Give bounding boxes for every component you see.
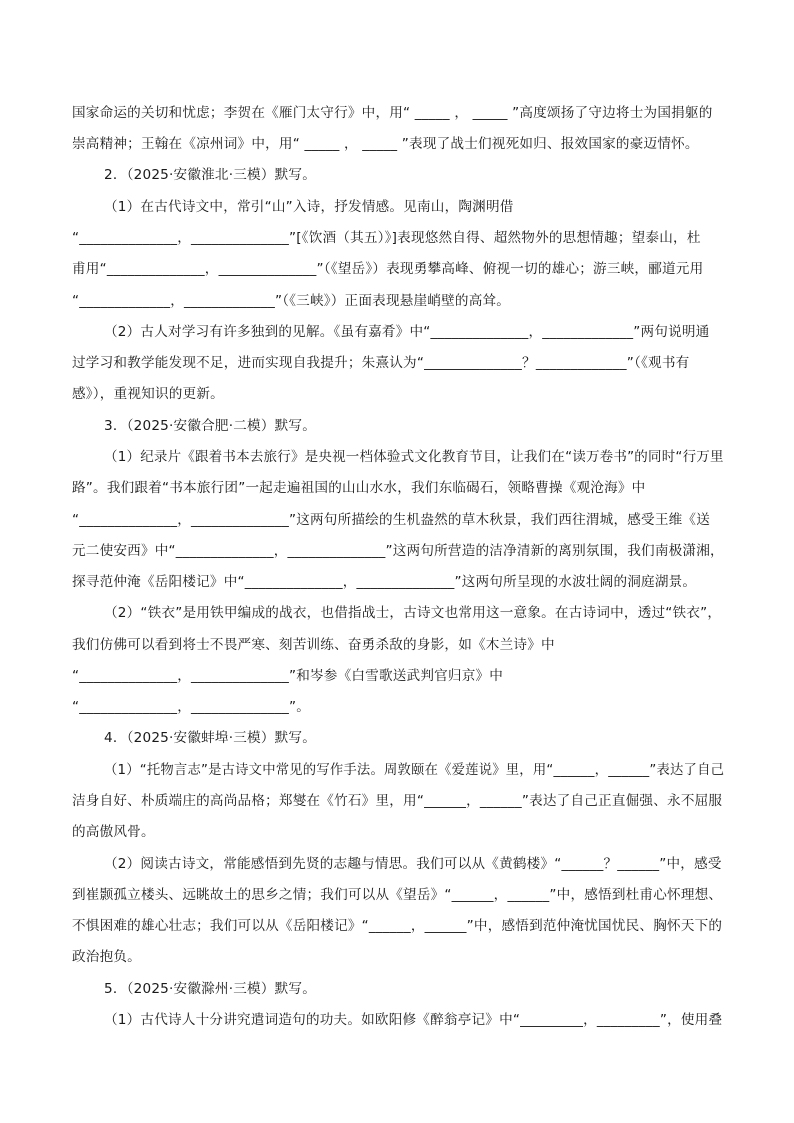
text-line: 我们仿佛可以看到将士不畏严寒、刻苦训练、奋勇杀敌的身影，如《木兰诗》中: [72, 637, 555, 653]
text-line: “______________，______________”这两句所描绘的生机盎然的草木秋景，我们西往渭城，感受王维《送: [72, 512, 711, 528]
text-line: 政治抱负。: [72, 949, 141, 965]
text-line: “_____________，_____________”（《三峡》）正面表现悬崖峭壁的高耸。: [72, 293, 511, 309]
text-line: 到崔颢孤立楼头、远眺故土的思乡之情；我们可以从《望岳》“______，______”中，感悟到杜甫心怀理想、: [72, 887, 723, 903]
text-line: 元二使安西》中“______________，______________”这两句所营造的洁净清新的离别氛围，我们南极潇湘，: [72, 543, 724, 559]
text-line: 崇高精神；王翰在《凉州词》中，用“ _____ ， _____ ”表现了战士们视死如归、报效国家的豪迈情怀。: [72, 136, 699, 152]
text-line: 路”。我们跟着“书本旅行团”一起走遍祖国的山山水水，我们东临碣石，领略曹操《观沧海》中: [72, 480, 646, 496]
question-heading: 4．（2025·安徽蚌埠·三模）默写。: [104, 730, 317, 746]
text-line: 不惧困难的雄心壮志；我们可以从《岳阳楼记》“______，______”中，感悟到范仲淹忧国忧民、胸怀天下的: [72, 918, 723, 934]
text-line: 洁身自好、朴质端庄的高尚品格；郑燮在《竹石》里，用“______，______”表达了自己正直倔强、永不屈服: [72, 793, 723, 809]
text-line: 过学习和教学能发现不足，进而实现自我提升；朱熹认为“______________？_____________”（《观书有: [72, 355, 690, 371]
text-line: （2）阅读古诗文，常能感悟到先贤的志趣与情思。我们可以从《黄鹤楼》“______？______”中，感受: [104, 856, 722, 872]
text-line: （2）古人对学习有许多独到的见解。《虽有嘉肴》中“______________，_____________”两句说明通: [104, 324, 710, 340]
text-line: （1）“托物言志”是古诗文中常见的写作手法。周敦颐在《爱莲说》里，用“______，______”表达了自己: [104, 762, 725, 778]
text-line: “______________，______________”[《饮酒（其五）》]表现悠然自得、超然物外的思想情趣；望泰山，杜: [72, 230, 701, 246]
text-line: “______________，______________”。: [72, 699, 310, 715]
text-line: 感》），重视知识的更新。: [72, 386, 224, 402]
question-heading: 5．（2025·安徽滁州·三模）默写。: [104, 981, 317, 997]
text-line: （1）在古代诗文中，常引“山”入诗，抒发情感。见南山，陶渊明借: [104, 199, 514, 215]
text-line: （1）古代诗人十分讲究遣词造句的功夫。如欧阳修《醉翁亭记》中“_________，_________”，使用叠: [104, 1012, 723, 1028]
text-line: （1）纪录片《跟着书本去旅行》是央视一档体验式文化教育节目，让我们在“读万卷书”的同时“行万里: [104, 449, 724, 465]
text-line: 国家命运的关切和忧虑；李贺在《雁门太守行》中，用“ _____ ， _____ ”高度颂扬了守边将士为国捐躯的: [72, 105, 713, 121]
text-line: 的高傲风骨。: [72, 824, 155, 840]
text-line: （2）“铁衣”是用铁甲编成的战衣，也借指战士，古诗文也常用这一意象。在古诗词中，透过“铁衣”，: [104, 605, 722, 621]
text-line: “______________，______________”和岑参《白雪歌送武判官归京》中: [72, 668, 504, 684]
text-line: 甫用“______________，______________”（《望岳》）表现勇攀高峰、俯视一切的雄心；游三峡，郦道元用: [72, 261, 704, 277]
text-line: 探寻范仲淹《岳阳楼记》中“______________，______________”这两句所呈现的水波壮阔的洞庭湖景。: [72, 574, 697, 590]
question-heading: 2．（2025·安徽淮北·三模）默写。: [104, 167, 317, 183]
question-heading: 3．（2025·安徽合肥·二模）默写。: [104, 418, 317, 434]
